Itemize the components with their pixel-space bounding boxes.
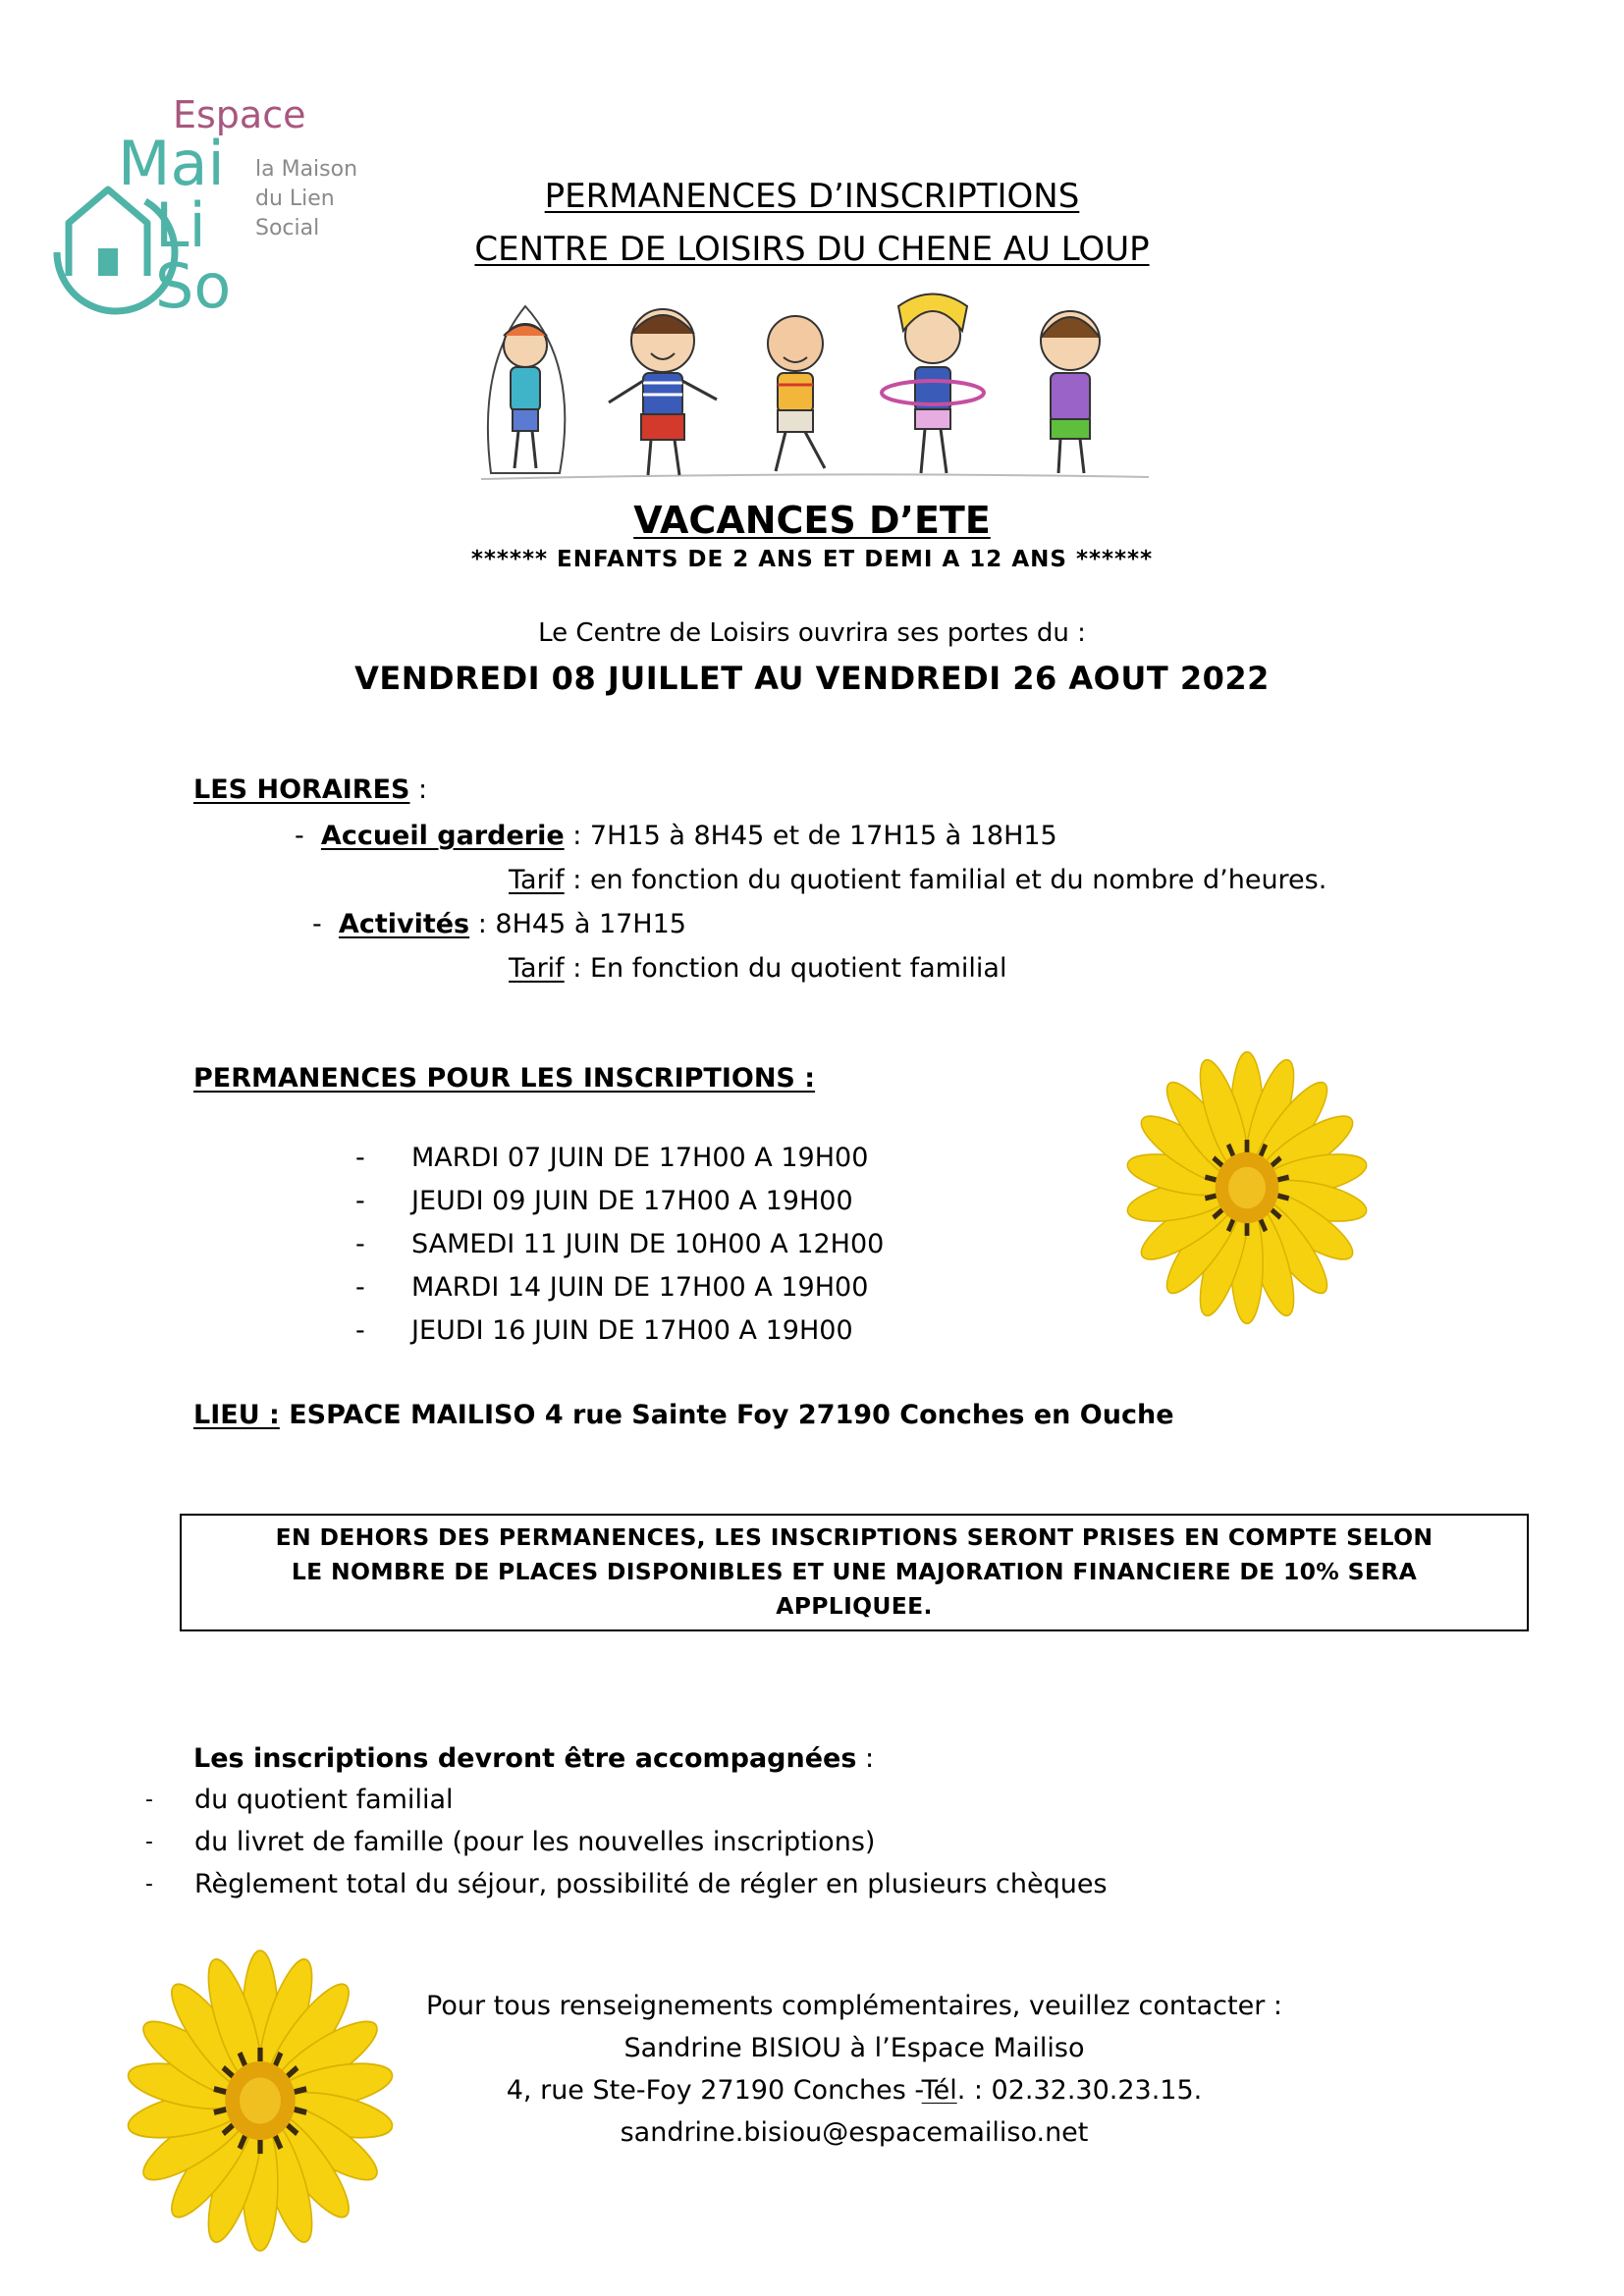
list-item-text: SAMEDI 11 JUIN DE 10H00 A 12H00 [411,1229,885,1259]
list-item [145,1863,1108,1905]
list-item-text: JEUDI 09 JUIN DE 17H00 A 19H00 [411,1186,853,1216]
documents-intro-rest: : [856,1743,875,1774]
garderie-tarif-value: : en fonction du quotient familial et du nombre d’heures. [564,865,1327,895]
lieu-label: LIEU : [193,1400,280,1430]
age-range: ****** ENFANTS DE 2 ANS ET DEMI A 12 ANS ****** [470,547,1154,572]
activites-dash: - [312,909,322,939]
logo-tagline-2: du Lien [255,187,335,211]
contact-phone: . : 02.32.30.23.15. [956,2075,1203,2106]
list-item [355,1309,884,1353]
season-title-text: VACANCES D’ETE [633,499,991,542]
documents-intro-bold: Les inscriptions devront être accompagnées [193,1743,857,1774]
notice-box [180,1514,1529,1631]
horaires-label: LES HORAIRES [193,774,410,805]
list-item-text: du quotient familial [194,1784,454,1815]
contact-line-1: Pour tous renseignements complémentaires, veuillez contacter : [426,1991,1282,2021]
list-item-text: du livret de famille (pour les nouvelles inscriptions) [194,1826,876,1857]
opening-dates: VENDREDI 08 JUILLET AU VENDREDI 26 AOUT 2022 [354,660,1270,697]
flower-core [240,2077,281,2123]
flower-mark [1245,1140,1250,1152]
garderie-label: Accueil garderie [320,821,565,851]
flower-mark [1245,1223,1250,1236]
permanences-label: PERMANENCES POUR LES INSCRIPTIONS : [193,1063,816,1094]
garderie-tarif-label: Tarif [509,865,565,895]
list-dash: - [355,1272,365,1303]
title-line-2 [0,224,1624,275]
contact-email[interactable]: sandrine.bisiou@espacemailiso.net [620,2117,1089,2148]
list-item [145,1821,1108,1863]
list-item [355,1137,884,1180]
contact-line-2: Sandrine BISIOU à l’Espace Mailiso [623,2033,1085,2063]
logo-so: So [155,250,232,322]
list-item-text: MARDI 07 JUIN DE 17H00 A 19H00 [411,1143,869,1173]
list-item-text: JEUDI 16 JUIN DE 17H00 A 19H00 [411,1315,853,1346]
logo-li: Li [155,189,206,261]
title-line-1 [0,171,1624,222]
permanences-heading [193,1062,815,1095]
contact-line-3 [353,2069,1355,2111]
garderie-line [295,820,1057,853]
list-dash: - [145,1829,153,1854]
garderie-value: : 7H15 à 8H45 et de 17H15 à 18H15 [564,821,1057,851]
flower-mark [257,2140,262,2154]
activites-tarif-label: Tarif [509,953,565,984]
horaires-heading [193,774,427,807]
documents-intro [193,1742,874,1776]
children-illustration [471,287,1159,487]
title-line-1-text: PERMANENCES D’INSCRIPTIONS [544,177,1080,216]
activites-label: Activités [338,909,470,939]
notice-line-2: LE NOMBRE DE PLACES DISPONIBLES ET UNE MAJORATION FINANCIERE DE 10% SERA [291,1558,1418,1585]
activites-value: : 8H45 à 17H15 [469,909,686,939]
list-dash: - [355,1315,365,1346]
logo-tagline-1: la Maison [255,157,358,182]
title-line-2-text: CENTRE DE LOISIRS DU CHENE AU LOUP [474,230,1150,269]
activites-tarif-line [509,952,1006,986]
logo-mai: Mai [118,128,225,199]
logo-espace: Espace [173,93,306,136]
garderie-tarif-line [509,864,1326,897]
list-dash: - [145,1871,153,1896]
lieu-value: ESPACE MAILISO 4 rue Sainte Foy 27190 Conches en Ouche [279,1400,1174,1430]
list-item [145,1779,1108,1821]
activites-line [312,908,686,941]
yellow-flower-icon [1119,1031,1375,1345]
list-dash: - [145,1787,153,1812]
horaires-colon: : [409,774,428,805]
permanences-list [355,1137,884,1353]
flower-mark [257,2048,262,2061]
list-dash: - [355,1229,365,1259]
flower-core [1228,1167,1266,1209]
contact-block [353,1985,1355,2154]
logo-tagline-3: Social [255,216,320,240]
documents-list [145,1779,1108,1905]
list-item [355,1266,884,1309]
contact-tel-label: Tél [921,2075,957,2106]
list-item [355,1223,884,1266]
lieu-line [193,1399,1174,1432]
contact-address: 4, rue Ste-Foy 27190 Conches - [506,2075,922,2106]
notice-line-3: APPLIQUEE. [776,1592,933,1620]
list-item-text: Règlement total du séjour, possibilité de régler en plusieurs chèques [194,1868,1108,1899]
list-dash: - [355,1186,365,1216]
opening-text: Le Centre de Loisirs ouvrira ses portes du : [538,618,1086,648]
list-item [355,1180,884,1223]
garderie-dash: - [295,821,304,851]
activites-tarif-value: : En fonction du quotient familial [564,953,1007,984]
season-title [0,499,1624,542]
list-dash: - [355,1143,365,1173]
notice-line-1: EN DEHORS DES PERMANENCES, LES INSCRIPTIONS SERONT PRISES EN COMPTE SELON [275,1523,1434,1551]
list-item-text: MARDI 14 JUIN DE 17H00 A 19H00 [411,1272,869,1303]
